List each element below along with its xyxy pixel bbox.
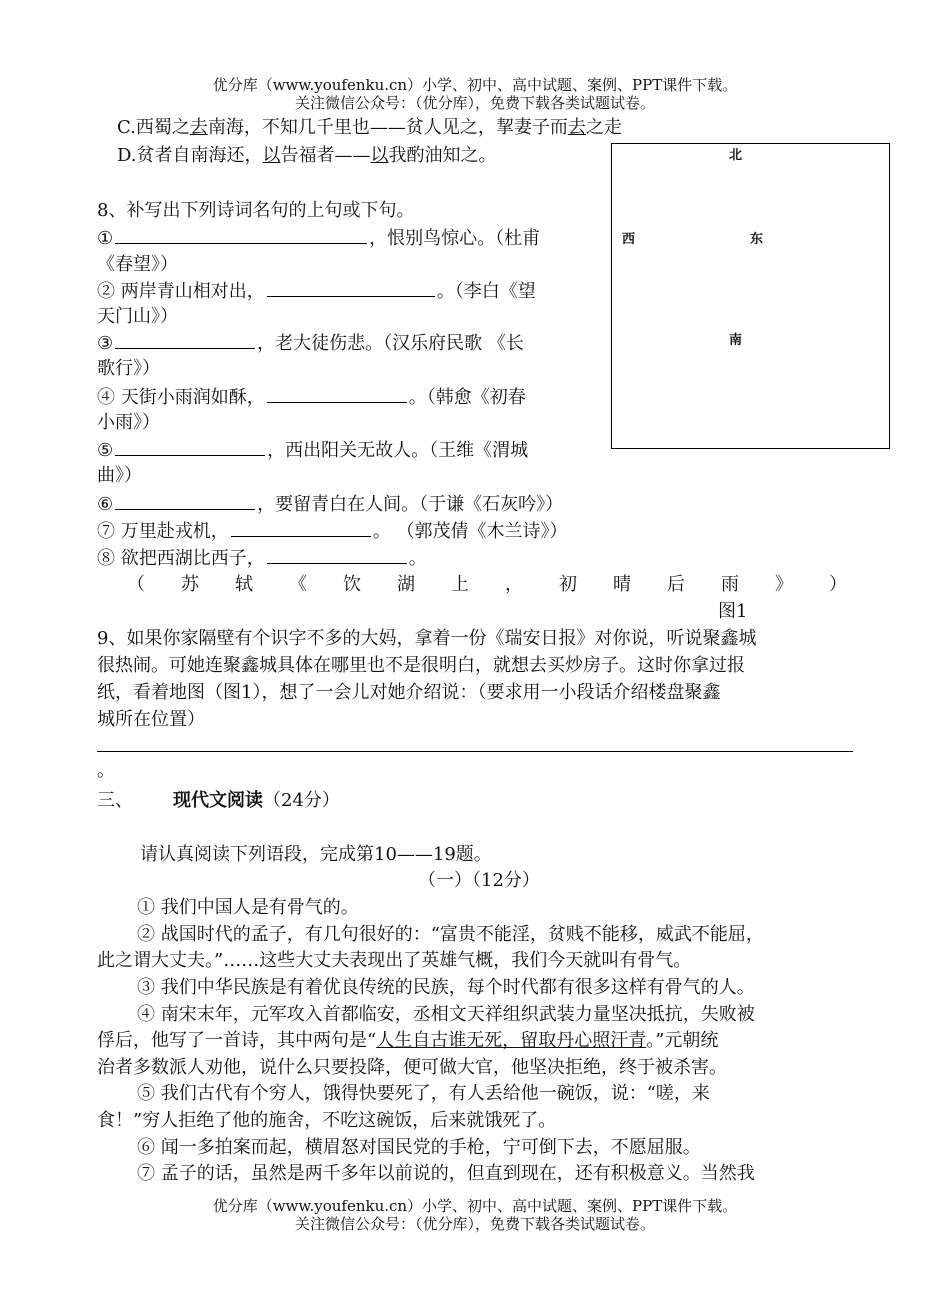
header-line-1: 优分库（www.youfenku.cn）小学、初中、高中试题、案例、PPT课件下载。 bbox=[212, 76, 738, 94]
para-3: ③ 我们中华民族是有着优良传统的民族，每个时代都有很多这样有骨气的人。 bbox=[137, 977, 755, 998]
q8-item-6: ⑥ ，要留青白在人间。（于谦《石灰吟》） bbox=[97, 491, 563, 518]
q9-line-1: 9、如果你家隔壁有个识字不多的大妈，拿着一份《瑞安日报》对你说，听说聚鑫城 bbox=[97, 628, 757, 649]
q7-option-d: D.贫者自南海还，以告福者——以我酌油知之。 bbox=[117, 145, 497, 166]
q8-item-3: ③ ，老大徒伤悲。（汉乐府民歌 《长 bbox=[97, 330, 524, 357]
map-east-label: 东 bbox=[750, 232, 764, 247]
para-4-line-2: 俘后，他写了一首诗，其中两句是“人生自古谁无死，留取丹心照汗青。”元朝统 bbox=[97, 1030, 719, 1051]
para-6: ⑥ 闻一多拍案而起，横眉怒对国民党的手枪，宁可倒下去，不愿屈服。 bbox=[137, 1137, 701, 1158]
para-4-line-3: 治者多数派人劝他，说什么只要投降，便可做大官，他坚决拒绝，终于被杀害。 bbox=[97, 1057, 727, 1078]
passage-1-heading: （一）（12分） bbox=[418, 870, 540, 891]
compass-map-figure bbox=[611, 143, 890, 449]
q8-item-1: ① ，恨别鸟惊心。（杜甫 bbox=[97, 225, 540, 252]
para-4-line-1: ④ 南宋末年，元军攻入首都临安，丞相文天祥组织武装力量坚决抵抗，失败被 bbox=[137, 1004, 755, 1025]
para-5-line-1: ⑤ 我们古代有个穷人，饿得快要死了，有人丢给他一碗饭，说：“嗟，来 bbox=[137, 1083, 710, 1104]
q8-item-3-cont: 歌行》） bbox=[97, 358, 160, 379]
answer-blank-4[interactable] bbox=[267, 384, 407, 403]
footer-line-1: 优分库（www.youfenku.cn）小学、初中、高中试题、案例、PPT课件下载。 bbox=[212, 1197, 738, 1215]
map-caption: 图1 bbox=[718, 601, 748, 622]
q8-item-4-cont: 小雨》） bbox=[97, 412, 160, 433]
map-north-label: 北 bbox=[729, 148, 743, 163]
q8-item-4: ④ 天街小雨润如酥， 。（韩愈《初春 bbox=[97, 384, 526, 411]
footer-line-2: 关注微信公众号：（优分库），免费下载各类试题试卷。 bbox=[294, 1215, 655, 1233]
answer-blank-2[interactable] bbox=[267, 278, 435, 297]
answer-blank-5[interactable] bbox=[115, 437, 265, 456]
para-7-line-1: ⑦ 孟子的话，虽然是两千多年以前说的，但直到现在，还有积极意义。当然我 bbox=[137, 1163, 755, 1184]
q8-item-2-cont: 天门山》） bbox=[97, 306, 178, 327]
q7-option-c: C.西蜀之去南海，不知几千里也——贫人见之，挈妻子而去之走 bbox=[117, 117, 622, 138]
section-3-intro: 请认真阅读下列语段，完成第10——19题。 bbox=[140, 844, 492, 865]
q8-item-2: ② 两岸青山相对出， 。（李白《望 bbox=[97, 278, 536, 305]
q8-item-5-cont: 曲》） bbox=[97, 465, 142, 486]
q9-line-2: 很热闹。可她连聚鑫城具体在哪里也不是很明白，就想去买炒房子。这时你拿过报 bbox=[97, 655, 745, 676]
q9-line-4: 城所在位置） bbox=[97, 709, 205, 730]
answer-blank-8[interactable] bbox=[267, 545, 407, 564]
answer-blank-1[interactable] bbox=[115, 225, 367, 244]
para-2-line-2: 此之谓大丈夫。”……这些大丈夫表现出了英雄气概，我们今天就叫有骨气。 bbox=[97, 950, 692, 971]
q8-item-1-cont: 《春望》） bbox=[97, 254, 178, 275]
para-5-line-2: 食！”穷人拒绝了他的施舍，不吃这碗饭，后来就饿死了。 bbox=[97, 1110, 557, 1131]
q8-item-5: ⑤ ，西出阳关无故人。（王维《渭城 bbox=[97, 437, 528, 464]
map-south-label: 南 bbox=[729, 333, 743, 348]
answer-blank-3[interactable] bbox=[115, 330, 255, 349]
answer-blank-7[interactable] bbox=[231, 518, 371, 537]
map-west-label: 西 bbox=[622, 232, 636, 247]
answer-blank-6[interactable] bbox=[115, 491, 255, 510]
q9-answer-line[interactable] bbox=[97, 751, 853, 752]
q8-item-8: ⑧ 欲把西湖比西子， 。 bbox=[97, 545, 427, 572]
para-2-line-1: ② 战国时代的孟子，有几句很好的：“富贵不能淫，贫贱不能移，威武不能屈， bbox=[137, 924, 764, 945]
q8-title: 8、补写出下列诗词名句的上句或下句。 bbox=[97, 200, 415, 221]
para-1: ① 我们中国人是有骨气的。 bbox=[137, 897, 359, 918]
q9-end-mark: 。 bbox=[97, 760, 115, 781]
q8-item-7: ⑦ 万里赴戎机， 。 （郭茂倩《木兰诗》） bbox=[97, 518, 567, 545]
section-3-heading: 三、 现代文阅读（24分） bbox=[97, 790, 340, 811]
underlined-poem-quote: 人生自古谁无死，留取丹心照汗青 bbox=[376, 1030, 647, 1051]
header-line-2: 关注微信公众号：（优分库），免费下载各类试题试卷。 bbox=[294, 94, 655, 112]
q8-item-8-source: （ 苏 轼 《 饮 湖 上 ， 初 晴 后 雨 》 ） bbox=[127, 574, 847, 595]
q9-line-3: 纸，看着地图（图1），想了一会儿对她介绍说：（要求用一小段话介绍楼盘聚鑫 bbox=[97, 682, 721, 703]
